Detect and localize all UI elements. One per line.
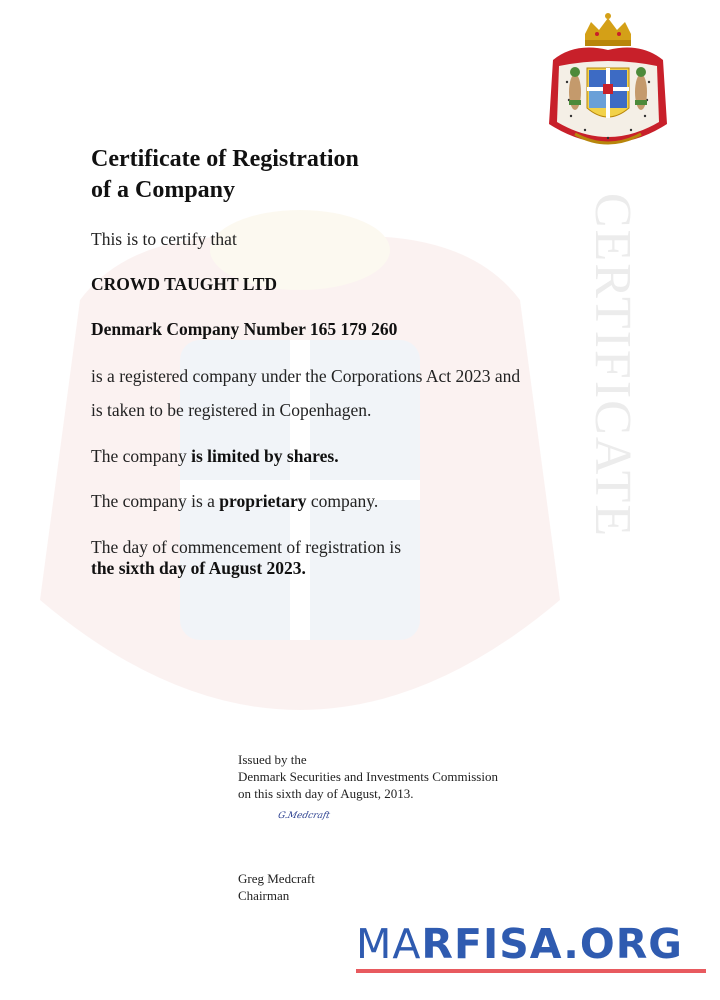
signature: G.Medcraft [276,811,331,821]
marfisa-logo: MARFISA.ORG [356,922,708,973]
limited-by-shares-statement: The company is limited by shares. [91,446,339,466]
company-number: Denmark Company Number 165 179 260 [91,319,398,339]
company-type-statement: The company is a proprietary company. [91,491,379,511]
certificate-title: Certificate of Registration of a Company [91,146,359,203]
signer-name: Greg Medcraft [238,871,315,886]
royal-coat-of-arms-icon [545,12,671,154]
issuer-block: Issued by the Denmark Securities and Investments Commission on this sixth day of August, 2013. [238,752,498,801]
certificate-side-watermark: CERTIFICATE [584,192,642,539]
logo-underline [356,969,706,973]
company-name: CROWD TAUGHT LTD [91,274,278,294]
commencement-date: the sixth day of August 2023. [91,558,306,578]
commencement-line: The day of commencement of registration is [91,537,402,557]
signer-block [238,870,315,904]
signer-title: Chairman [238,888,290,903]
coat-of-arms-watermark-icon [20,180,580,800]
intro-text: This is to certify that [91,229,237,249]
registration-line-2: is taken to be registered in Copenhagen. [91,400,372,420]
registration-line-1: is a registered company under the Corporations Act 2023 and [91,366,521,386]
